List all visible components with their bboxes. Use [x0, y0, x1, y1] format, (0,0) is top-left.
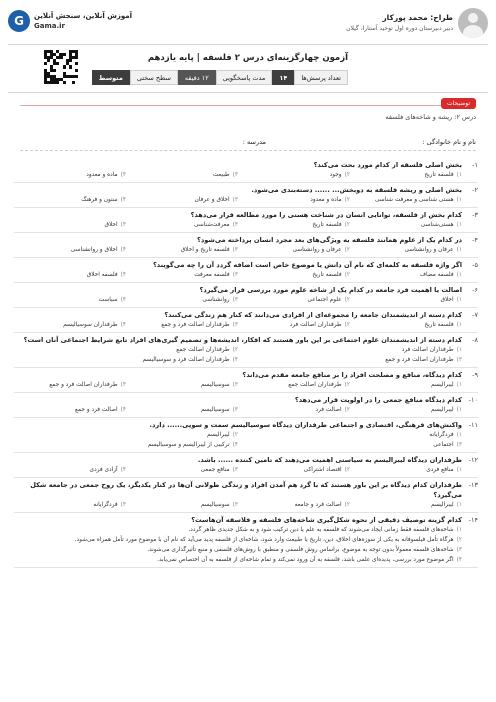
option-number: ۲) — [344, 297, 350, 303]
section-divider — [20, 105, 476, 106]
answer-option[interactable] — [14, 440, 238, 450]
author-block — [346, 8, 488, 38]
answer-option[interactable] — [14, 170, 126, 180]
question-number: ۵- — [472, 261, 478, 269]
question-text: اگر واژه فلسفه به کلمه‌ای که نام آن دانش یا موضوع خاص است اضافه گردد آن را چه می‌گویند؟ — [152, 261, 462, 269]
answer-option[interactable] — [14, 355, 238, 365]
exam-info-row — [92, 70, 348, 85]
question-text: کدام بخش از فلسفه، توانایی انسان در شناخت هستی را مورد مطالعه قرار می‌دهد؟ — [190, 211, 462, 219]
question-item — [14, 333, 478, 368]
answer-option[interactable] — [14, 345, 238, 355]
answer-option[interactable] — [14, 295, 126, 305]
gama-logo-icon: G — [8, 10, 30, 32]
option-text: منافع فردی — [426, 467, 454, 473]
option-text: فردگرایانه — [93, 502, 118, 508]
answer-options — [14, 320, 462, 330]
answer-option[interactable] — [126, 320, 238, 330]
answer-option[interactable] — [126, 405, 238, 415]
answer-option[interactable] — [14, 525, 462, 535]
answer-option[interactable] — [14, 320, 126, 330]
question-item — [14, 453, 478, 478]
option-text: طرفداران اصالت جمع — [176, 347, 230, 353]
question-item — [14, 368, 478, 393]
option-text: ماده و معدود — [86, 172, 118, 178]
answer-option[interactable] — [14, 500, 126, 510]
option-number: ۴) — [232, 442, 238, 448]
question-count-value: ۱۴ — [272, 70, 294, 85]
option-text: فلسفه اخلاق — [86, 272, 118, 278]
option-text: لیبرالیسم — [206, 432, 230, 438]
option-text: آزادی فردی — [89, 467, 118, 473]
option-number: ۲) — [456, 537, 462, 543]
option-text: اصالت فرد و جمع — [74, 407, 118, 413]
option-number: ۱) — [456, 172, 462, 178]
option-number: ۳) — [232, 382, 238, 388]
header-divider — [8, 44, 488, 45]
option-number: ۲) — [344, 247, 350, 253]
option-text: هستی شناسی و معرفت شناسی — [374, 197, 454, 203]
option-text: اجتماعی — [433, 442, 454, 448]
question-text: کدام دسته از اندیشمندان جامعه را مجموعه‌ای از افرادی می‌دانند که کنار هم زندگی می‌کنند؟ — [164, 311, 462, 319]
duration-label: مدت پاسخگویی — [216, 70, 273, 85]
option-number: ۴) — [120, 502, 126, 508]
option-text: عرفان و روانشناسی — [292, 247, 342, 253]
question-text: بخش اصلی و ریشه فلسفه به دوبخش... ...... دسته‌بندی می‌شود. — [251, 186, 462, 194]
option-number: ۲) — [344, 502, 350, 508]
answer-options — [14, 345, 462, 365]
question-item — [14, 393, 478, 418]
author-subtitle: دبیر دبیرستان دوره اول توحید آستارا، گیلان — [346, 25, 453, 32]
option-text: طرفداران اصالت فرد — [401, 347, 454, 353]
option-text: ترکیبی از لیبرالیسم و سوسیالیسم — [147, 442, 230, 448]
answer-option[interactable] — [14, 555, 462, 565]
option-number: ۳) — [232, 197, 238, 203]
question-item — [14, 183, 478, 208]
question-number: ۹- — [472, 371, 478, 379]
avatar — [458, 8, 488, 38]
answer-option[interactable] — [126, 195, 238, 205]
answer-option[interactable] — [14, 405, 126, 415]
option-text: فلسفه مضاف — [419, 272, 454, 278]
option-number: ۴) — [120, 382, 126, 388]
option-text: سیاست — [98, 297, 118, 303]
question-text: اصالت یا اهمیت فرد جامعه در کدام یک از شاخه علوم مورد بررسی قرار می‌گیرد؟ — [199, 286, 462, 294]
option-number: ۱) — [456, 432, 462, 438]
option-number: ۱) — [456, 247, 462, 253]
section-subtitle: درس ۲: ریشه و شاخه‌های فلسفه — [385, 113, 476, 121]
answer-option[interactable] — [350, 295, 462, 305]
answer-option[interactable] — [126, 380, 238, 390]
option-text: شاخه‌های فلسفه معمولاً بدون توجه به موضوع، براساس روش فلسفی و منطبق با روش‌های فلسفی و منبع تأثیرگذاری می‌شوند. — [147, 547, 454, 553]
answer-option[interactable] — [350, 500, 462, 510]
author-name: طراح: محمد پورکار — [382, 13, 453, 22]
answer-option[interactable] — [14, 465, 126, 475]
option-number: ۴) — [120, 407, 126, 413]
option-text: ماده و معدود — [310, 197, 342, 203]
answer-option[interactable] — [238, 440, 462, 450]
answer-option[interactable] — [126, 245, 238, 255]
option-text: شاخه‌های فلسفه فقط زمانی ایجاد می‌شوند که فلسفه به علم یا دین ترکیب شود و به شکل جدیدی ظاهر گردد. — [188, 527, 454, 533]
question-number: ۱۰- — [468, 396, 478, 404]
question-item — [14, 208, 478, 233]
option-number: ۳) — [232, 467, 238, 473]
answer-option[interactable] — [350, 220, 462, 230]
option-text: سوسیالیسم — [200, 382, 230, 388]
option-number: ۱) — [456, 347, 462, 353]
answer-option[interactable] — [238, 430, 462, 440]
answer-option[interactable] — [14, 220, 126, 230]
question-list — [14, 158, 478, 568]
answer-option[interactable] — [238, 345, 462, 355]
option-number: ۴) — [120, 222, 126, 228]
option-number: ۴) — [120, 272, 126, 278]
question-number: ۴- — [472, 236, 478, 244]
option-text: طرفداران اصالت فرد — [289, 322, 342, 328]
question-text: کدام دیدگاه منافع جمعی را در اولویت قرار می‌دهد؟ — [294, 396, 462, 404]
answer-options — [14, 525, 462, 565]
school-label: مدرسه : — [242, 138, 266, 146]
question-number: ۱۳- — [468, 481, 478, 489]
option-number: ۱) — [456, 222, 462, 228]
answer-options — [14, 500, 462, 510]
option-number: ۳) — [232, 272, 238, 278]
option-number: ۱) — [456, 467, 462, 473]
answer-option[interactable] — [14, 535, 462, 545]
answer-option[interactable] — [350, 245, 462, 255]
option-number: ۳) — [232, 247, 238, 253]
answer-option[interactable] — [126, 500, 238, 510]
option-text: سوسیالیسم — [200, 407, 230, 413]
section-tag: توضیحات — [441, 98, 476, 109]
answer-options — [14, 195, 462, 205]
option-text: اصالت فرد و جامعه — [294, 502, 342, 508]
option-number: ۴) — [456, 557, 462, 563]
option-number: ۱) — [456, 322, 462, 328]
option-number: ۱) — [456, 382, 462, 388]
option-text: طرفداران اصالت فرد و جمع — [385, 357, 454, 363]
question-text: واکنش‌های فرهنگی، اقتصادی و اجتماعی طرفداران دیدگاه سوسیالیسم سمت و سویی...... دارد. — [149, 421, 462, 429]
answer-option[interactable] — [14, 270, 126, 280]
option-text: فلسفه تاریخ و اخلاق — [180, 247, 230, 253]
question-text: کدام دیدگاه، منافع و مصلحت افراد را بر منافع جامعه مقدم می‌داند؟ — [242, 371, 462, 379]
option-number: ۱) — [456, 527, 462, 533]
option-number: ۳) — [232, 322, 238, 328]
question-item — [14, 418, 478, 453]
answer-option[interactable] — [238, 380, 350, 390]
question-count-label: تعداد پرسش‌ها — [294, 70, 348, 85]
option-number: ۲) — [344, 172, 350, 178]
answer-options — [14, 295, 462, 305]
option-number: ۳) — [456, 357, 462, 363]
option-text: اصالت فرد — [315, 407, 342, 413]
option-text: فلسفه تاریخ — [312, 222, 342, 228]
question-item — [14, 513, 478, 568]
question-item — [14, 158, 478, 183]
question-item — [14, 308, 478, 333]
answer-options — [14, 220, 462, 230]
option-text: طبیعت — [213, 172, 230, 178]
option-number: ۳) — [232, 407, 238, 413]
question-text: طرفداران دیدگاه لیبرالیسم به سیاستی اهمیت می‌دهند که تامین کننده ...... باشد. — [197, 456, 462, 464]
option-text: طرفداران اصالت جمع — [288, 382, 342, 388]
option-number: ۴) — [120, 467, 126, 473]
question-number: ۷- — [472, 311, 478, 319]
option-number: ۱) — [456, 272, 462, 278]
duration-value: ۱۲ دقیقه — [178, 70, 216, 85]
option-text: اخلاق — [104, 222, 118, 228]
question-number: ۶- — [472, 286, 478, 294]
answer-option[interactable] — [350, 465, 462, 475]
option-text: طرفداران سوسیالیسم — [63, 322, 118, 328]
answer-option[interactable] — [238, 195, 350, 205]
name-label: نام و نام خانوادگی : — [422, 138, 476, 146]
answer-option[interactable] — [238, 220, 350, 230]
answer-option[interactable] — [350, 195, 462, 205]
brand-block[interactable] — [8, 10, 132, 32]
answer-option[interactable] — [238, 245, 350, 255]
answer-option[interactable] — [126, 220, 238, 230]
option-text: معرفت‌شناسی — [193, 222, 230, 228]
option-number: ۲) — [344, 222, 350, 228]
answer-options — [14, 270, 462, 280]
question-number: ۱۱- — [468, 421, 478, 429]
option-text: فلسفه تاریخ — [424, 172, 454, 178]
option-text: لیبرالیسم — [430, 382, 454, 388]
option-text: اخلاق و روانشناسی — [70, 247, 118, 253]
option-text: اگر موضوع مورد بررسی، پدیده‌ای علمی باشد، فلسفه به آن ورود نمی‌کند و تمام شاخه‌ای از فلسفه به آن اختصاص نمی‌یابد. — [157, 557, 454, 563]
answer-option[interactable] — [350, 405, 462, 415]
option-text: لیبرالیسم — [430, 502, 454, 508]
answer-option[interactable] — [238, 270, 350, 280]
answer-options — [14, 380, 462, 390]
answer-options — [14, 405, 462, 415]
option-number: ۱) — [456, 407, 462, 413]
answer-option[interactable] — [238, 295, 350, 305]
answer-option[interactable] — [126, 270, 238, 280]
option-number: ۳) — [456, 442, 462, 448]
answer-option[interactable] — [238, 320, 350, 330]
answer-option[interactable] — [14, 195, 126, 205]
option-number: ۳) — [232, 222, 238, 228]
answer-option[interactable] — [238, 355, 462, 365]
answer-option[interactable] — [126, 465, 238, 475]
option-number: ۲) — [344, 467, 350, 473]
option-number: ۲) — [344, 197, 350, 203]
option-number: ۳) — [232, 502, 238, 508]
option-number: ۴) — [232, 357, 238, 363]
answer-option[interactable] — [350, 170, 462, 180]
option-text: ستون و فرهنگ — [81, 197, 118, 203]
option-text: هرگاه تأمل فیلسوفانه به یکی از سوزه‌های اخلاق، دین، تاریخ یا طبیعت وارد شود، شاخه‌ای از فلسفه پدید می‌آید که نام آن با موضوع مورد تأمل همراه می‌شود. — [74, 537, 454, 543]
option-number: ۴) — [120, 247, 126, 253]
option-number: ۳) — [232, 297, 238, 303]
option-text: فلسفه معرفت — [194, 272, 230, 278]
answer-option[interactable] — [126, 170, 238, 180]
answer-option[interactable] — [238, 170, 350, 180]
option-text: طرفداران اصالت فرد و جمع — [161, 322, 230, 328]
answer-option[interactable] — [126, 295, 238, 305]
option-text: اخلاق — [440, 297, 454, 303]
answer-option[interactable] — [350, 380, 462, 390]
answer-option[interactable] — [14, 380, 126, 390]
qr-code-icon[interactable] — [44, 50, 78, 84]
option-number: ۴) — [120, 297, 126, 303]
question-number: ۱- — [472, 161, 478, 169]
answer-option[interactable] — [238, 405, 350, 415]
option-text: عرفان و روانشناسی — [404, 247, 454, 253]
answer-option[interactable] — [238, 465, 350, 475]
option-number: ۲) — [344, 407, 350, 413]
answer-option[interactable] — [14, 545, 462, 555]
answer-option[interactable] — [14, 430, 238, 440]
option-number: ۲) — [344, 322, 350, 328]
option-text: فلسفه تاریخ — [312, 272, 342, 278]
option-text: فردگرایانه — [429, 432, 454, 438]
question-text: کدام گزینه توصیف دقیقی از نحوه شکل‌گیری شاخه‌های فلسفه و فلاسفه آن‌هاست؟ — [191, 516, 462, 524]
brand-url[interactable]: Gama.ir — [34, 22, 65, 30]
option-text: علوم اجتماعی — [307, 297, 342, 303]
option-text: طرفداران اصالت فرد و سوسیالیسم — [142, 357, 230, 363]
answer-option[interactable] — [14, 245, 126, 255]
info-divider — [8, 92, 488, 93]
question-item — [14, 233, 478, 258]
question-number: ۱۴- — [468, 516, 478, 524]
question-number: ۱۲- — [468, 456, 478, 464]
option-number: ۲) — [232, 432, 238, 438]
difficulty-value: متوسط — [92, 70, 130, 85]
option-text: اخلاق و عرفان — [194, 197, 230, 203]
answer-options — [14, 170, 462, 180]
option-number: ۱) — [456, 297, 462, 303]
option-text: وجود — [329, 172, 342, 178]
option-text: سوسیالیسم — [200, 502, 230, 508]
difficulty-label: سطح سختی — [130, 70, 178, 85]
option-number: ۴) — [120, 172, 126, 178]
question-item — [14, 258, 478, 283]
option-number: ۱) — [456, 197, 462, 203]
option-number: ۴) — [120, 197, 126, 203]
option-text: منافع جمعی — [200, 467, 230, 473]
question-text: در کدام یک از علوم همانند فلسفه به ویژگی‌های بعد مجرد انسان پرداخته می‌شود؟ — [197, 236, 462, 244]
question-text: بخش اصلی فلسفه از کدام مورد بحث می‌کند؟ — [313, 161, 462, 169]
option-text: هستی‌شناسی — [420, 222, 454, 228]
exam-title: آزمون چهارگزینه‌ای درس ۲ فلسفه | پایه یازدهم — [147, 53, 348, 63]
question-number: ۳- — [472, 211, 478, 219]
option-number: ۱) — [456, 502, 462, 508]
question-item — [14, 283, 478, 308]
answer-option[interactable] — [350, 320, 462, 330]
student-info-row — [20, 135, 476, 151]
option-number: ۳) — [456, 547, 462, 553]
question-text: کدام دسته از اندیشمندان علوم اجتماعی بر این باور هستند که افکار، اندیشه‌ها و تصمیم گیری‌های افراد تابع شرایط اجتماعی آنان است؟ — [23, 336, 462, 344]
option-number: ۲) — [344, 272, 350, 278]
question-text: طرفداران کدام دیدگاه بر این باور هستند که با گرد هم آمدن افراد و زندگی طولانی آن‌ها در کنار یکدیگر، یک روح جمعی در جامعه شکل می‌گیرد؟ — [30, 481, 462, 499]
page-header — [8, 6, 488, 44]
answer-options — [14, 245, 462, 255]
option-number: ۴) — [120, 322, 126, 328]
option-text: طرفداران اصالت فرد و جمع — [49, 382, 118, 388]
option-text: فلسفه تاریخ — [424, 322, 454, 328]
option-text: لیبرالیسم — [430, 407, 454, 413]
answer-option[interactable] — [238, 500, 350, 510]
option-text: اقتصاد اشتراکی — [303, 467, 342, 473]
answer-options — [14, 430, 462, 450]
option-text: روانشناسی — [202, 297, 230, 303]
answer-option[interactable] — [350, 270, 462, 280]
brand-name: آموزش آنلاین، سنجش آنلاین — [34, 12, 133, 20]
question-number: ۲- — [472, 186, 478, 194]
option-number: ۲) — [344, 382, 350, 388]
question-number: ۸- — [472, 336, 478, 344]
option-number: ۲) — [232, 347, 238, 353]
answer-options — [14, 465, 462, 475]
option-number: ۳) — [232, 172, 238, 178]
question-item — [14, 478, 478, 513]
